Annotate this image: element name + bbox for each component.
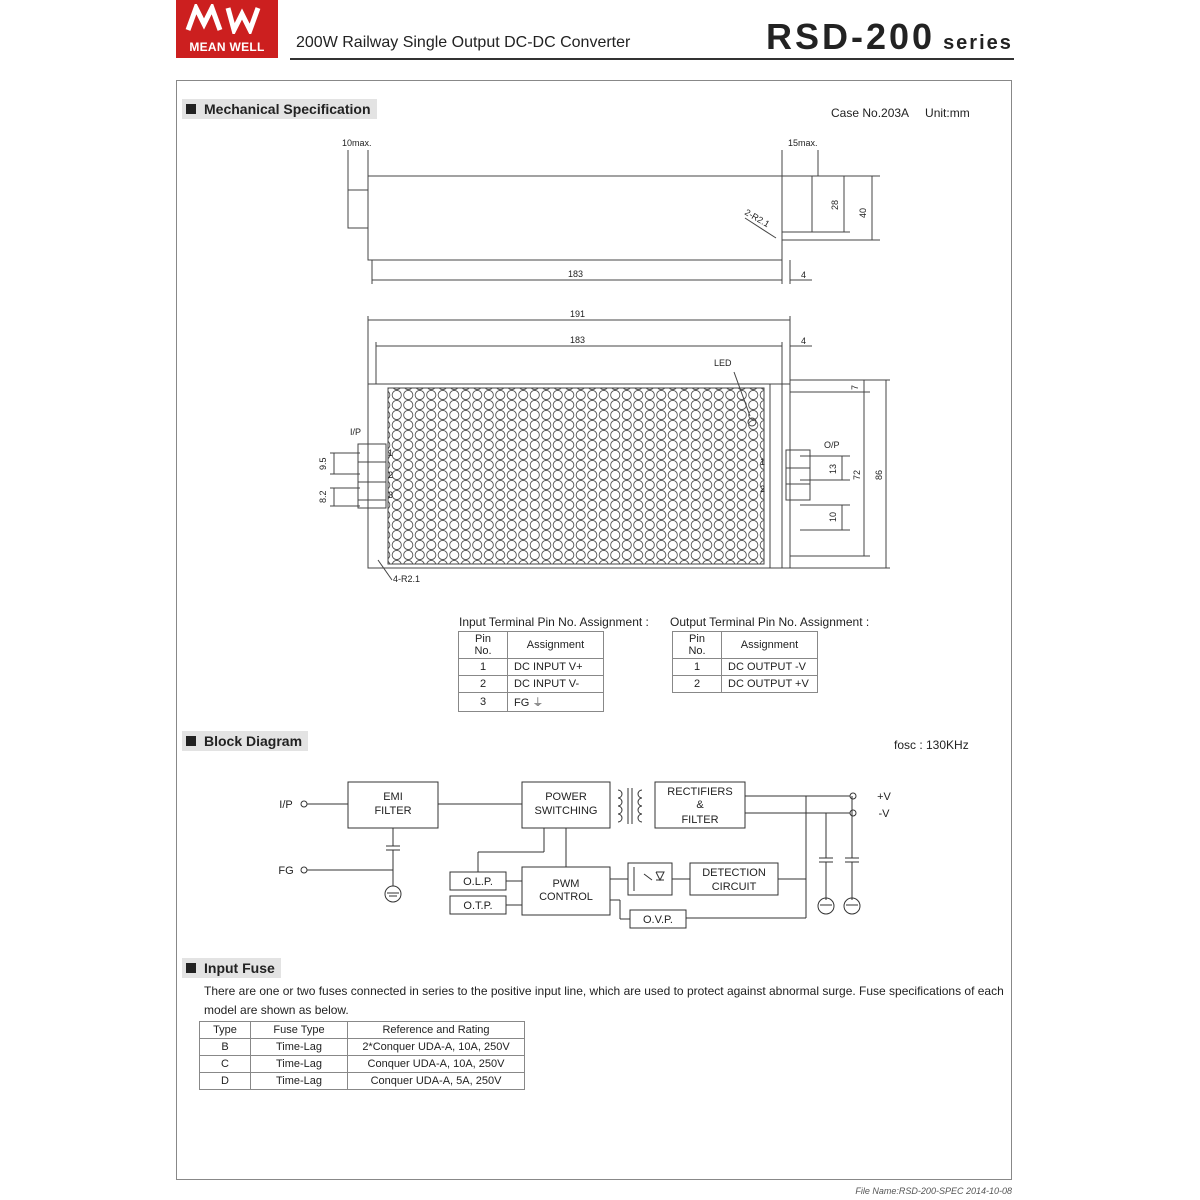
label-led: LED [714,358,732,368]
label-op: O/P [824,440,840,450]
bullet-square-icon [186,963,196,973]
table-cell: D [200,1073,251,1090]
document-title: 200W Railway Single Output DC-DC Converter [296,34,631,51]
input-table-title: Input Terminal Pin No. Assignment : [459,615,649,629]
dim-9-5: 9.5 [318,457,328,470]
side-input-terminal [348,190,368,228]
dim-10max: 10max. [342,138,372,148]
bd-ip-label: I/P [279,799,293,811]
table-row [200,1056,525,1073]
dim-2-r2-1: 2-R2.1 [743,207,772,230]
dim-183-side: 183 [568,269,584,279]
table-header: Type [200,1022,251,1039]
dim-191: 191 [570,309,586,319]
table-cell: 1 [673,659,722,676]
case-info: Case No.203A Unit:mm [831,106,970,120]
table-header: Fuse Type [251,1022,348,1039]
input-pin-table [458,631,604,712]
vent-hole-pattern [388,388,764,564]
table-cell: DC INPUT V+ [508,659,604,676]
power-label-1: POWER [545,791,587,803]
table-header-row [200,1022,525,1039]
table-cell: DC OUTPUT -V [722,659,818,676]
table-header: Pin No. [673,632,722,659]
table-row [459,676,604,693]
output-pin-1: 1 [760,457,766,467]
label-ip: I/P [350,427,362,437]
dim-15max: 15max. [788,138,818,148]
rect-label-3: FILTER [681,814,719,826]
table-cell: Time-Lag [251,1056,348,1073]
dim-4-side: 4 [801,270,807,280]
table-cell: DC INPUT V- [508,676,604,693]
pwm-label-2: CONTROL [539,891,593,903]
table-header-row [673,632,818,659]
file-footer: File Name:RSD-200-SPEC 2014-10-08 [855,1186,1012,1196]
dim-4-r2-1: 4-R2.1 [393,574,421,584]
table-row [459,693,604,712]
table-cell: DC OUTPUT +V [722,676,818,693]
table-cell: 2*Conquer UDA-A, 10A, 250V [348,1039,525,1056]
dim-4-top: 4 [801,336,807,346]
table-cell: 2 [459,676,508,693]
power-label-2: SWITCHING [534,805,598,817]
table-cell: Time-Lag [251,1039,348,1056]
output-pin-2: 2 [760,484,766,494]
dim-86: 86 [874,469,884,480]
vpos-label: +V [877,791,891,803]
dim-8-2: 8.2 [318,490,328,503]
dim-72: 72 [852,469,862,480]
ovp-label: O.V.P. [643,914,673,926]
table-cell: 1 [459,659,508,676]
olp-label: O.L.P. [463,876,493,888]
emi-label-1: EMI [383,791,403,803]
emi-label-2: FILTER [374,805,412,817]
detection-label-2: CIRCUIT [711,881,757,893]
side-output-terminal [782,176,812,232]
input-fuse-heading: Input Fuse [182,958,281,978]
table-header: Assignment [508,632,604,659]
logo-text: MEAN WELL [189,40,265,54]
table-header: Pin No. [459,632,508,659]
fuse-description: There are one or two fuses connected in series to the positive input line, which are used to protect against abnormal surge. Fuse specifications of each model are shown as below. [204,984,1004,1017]
table-row [673,659,818,676]
transformer-primary [618,790,622,822]
table-row [459,659,604,676]
series-label: series [943,32,1013,54]
table-cell: 3 [459,693,508,712]
dim-40: 40 [858,207,868,218]
input-pin-2: 2 [388,470,394,480]
table-cell: 2 [673,676,722,693]
table-cell: Conquer UDA-A, 10A, 250V [348,1056,525,1073]
rect-label-1: RECTIFIERS [667,786,733,798]
dim-10: 10 [828,511,838,522]
table-row [200,1039,525,1056]
side-view-outline [368,176,782,260]
table-cell: Conquer UDA-A, 5A, 250V [348,1073,525,1090]
model-name: RSD-200 [766,16,936,57]
input-pin-1: 1 [388,448,394,458]
output-table-title: Output Terminal Pin No. Assignment : [670,615,870,629]
input-pin-3: 3 [388,490,394,500]
fosc-label: fosc : 130KHz [894,738,969,752]
dim-13: 13 [828,463,838,474]
rect-label-2: & [696,799,704,811]
dim-7: 7 [850,384,860,390]
table-cell: B [200,1039,251,1056]
transformer-secondary [638,790,642,822]
table-header-row [459,632,604,659]
table-row [200,1073,525,1090]
table-cell: FG ⏚ [508,693,604,712]
dim-28: 28 [830,199,840,210]
vneg-label: -V [878,808,890,820]
mechanical-spec-heading: Mechanical Specification [182,99,377,119]
table-header: Assignment [722,632,818,659]
output-pin-table [672,631,818,693]
otp-label: O.T.P. [463,900,493,912]
block-diagram [0,760,1200,940]
block-diagram-heading: Block Diagram [182,731,308,751]
table-cell: Time-Lag [251,1073,348,1090]
bullet-square-icon [186,736,196,746]
bd-fg-label: FG [278,865,294,877]
dim-183-top: 183 [570,335,586,345]
table-cell: C [200,1056,251,1073]
fuse-table [199,1021,525,1090]
detection-label-1: DETECTION [702,867,766,879]
table-header: Reference and Rating [348,1022,525,1039]
table-row [673,676,818,693]
pwm-label-1: PWM [552,878,580,890]
